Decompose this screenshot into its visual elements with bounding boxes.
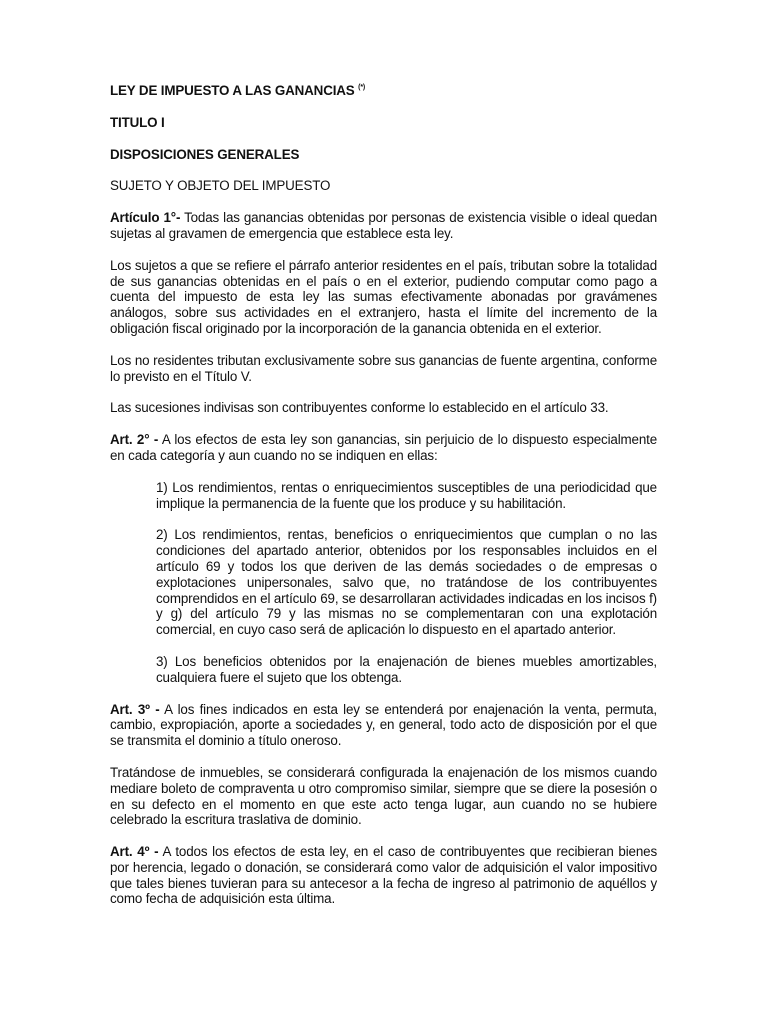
title-footnote-marker: (*) bbox=[358, 84, 366, 91]
titulo-heading: TITULO I bbox=[110, 114, 165, 130]
title-text: LEY DE IMPUESTO A LAS GANANCIAS bbox=[110, 83, 355, 98]
paragraph-sucesiones: Las sucesiones indivisas son contribuyentes conforme lo establecido en el artículo 33. bbox=[110, 400, 609, 416]
article-2-item-2: 2) Los rendimientos, rentas, beneficios o enriquecimientos que cumplan o no las condiciones del apartado anterior, obtenidos por los responsables incluidos en el artículo 69 y todos los que deriven de las demás sociedades o de empresas o explotaciones unipersonales, salvo que, no tratándose de los contribuyentes comprendidos en el artículo 69, se desarrollaran actividades indicadas en los incisos f) y g) del artículo 79 y las mismas no se complementaran con una explotación comercial, en cuyo caso será de aplicación lo dispuesto en el apartado anterior. bbox=[156, 527, 657, 638]
document-page bbox=[110, 83, 657, 923]
article-1-text: Todas las ganancias obtenidas por personas de existencia visible o ideal quedan sujetas al gravamen de emergencia que establece esta ley. bbox=[110, 210, 657, 241]
paragraph-sujetos: Los sujetos a que se refiere el párrafo anterior residentes en el país, tributan sobre la totalidad de sus ganancias obtenidas en el país o en el exterior, pudiendo computar como pago a cuenta del impuesto de esta ley las sumas efectivamente abonadas por gravámenes análogos, sobre sus actividades en el extranjero, hasta el límite del incremento de la obligación fiscal originado por la incorporación de la ganancia obtenida en el exterior. bbox=[110, 257, 657, 336]
paragraph-inmuebles: Tratándose de inmuebles, se considerará configurada la enajenación de los mismos cuando mediare boleto de compraventa u otro compromiso similar, siempre que se diere la posesión o en su defecto en el momento en que este acto tenga lugar, aun cuando no se hubiere celebrado la escritura traslativa de dominio. bbox=[110, 764, 657, 828]
article-3 bbox=[110, 702, 657, 749]
article-3-text: A los fines indicados en esta ley se entenderá por enajenación la venta, permuta, cambio, expropiación, aporte a sociedades y, en general, todo acto de disposición por el que se transmita el dominio a título oneroso. bbox=[110, 701, 658, 749]
disposiciones-heading: DISPOSICIONES GENERALES bbox=[110, 146, 300, 162]
article-4-text: A todos los efectos de esta ley, en el caso de contribuyentes que recibieran bienes por herencia, legado o donación, se considerará como valor de adquisición el valor impositivo que tales bienes tuvieran para su antecesor a la fecha de ingreso al patrimonio de aquéllos y como fecha de adquisición esta última. bbox=[110, 844, 657, 907]
article-4 bbox=[110, 844, 657, 907]
article-1 bbox=[110, 210, 657, 242]
article-3-label: Art. 3º - bbox=[110, 701, 160, 717]
paragraph-no-residentes: Los no residentes tributan exclusivamente sobre sus ganancias de fuente argentina, conforme lo previsto en el Título V. bbox=[110, 352, 657, 384]
article-2 bbox=[110, 432, 657, 464]
article-2-item-1: 1) Los rendimientos, rentas o enriquecimientos susceptibles de una periodicidad que implique la permanencia de la fuente que los produce y su habilitación. bbox=[156, 479, 657, 511]
document-title bbox=[110, 83, 657, 99]
article-2-label: Art. 2° - bbox=[110, 432, 159, 448]
article-2-text: A los efectos de esta ley son ganancias, sin perjuicio de lo dispuesto especialmente en cada categoría y aun cuando no se indiquen en ellas: bbox=[110, 432, 658, 463]
article-2-item-3: 3) Los beneficios obtenidos por la enajenación de bienes muebles amortizables, cualquiera fuere el sujeto que los obtenga. bbox=[156, 653, 657, 685]
article-1-label: Artículo 1°- bbox=[110, 210, 181, 226]
sujeto-objeto-heading: SUJETO Y OBJETO DEL IMPUESTO bbox=[110, 178, 331, 194]
article-4-label: Art. 4º - bbox=[110, 844, 159, 860]
